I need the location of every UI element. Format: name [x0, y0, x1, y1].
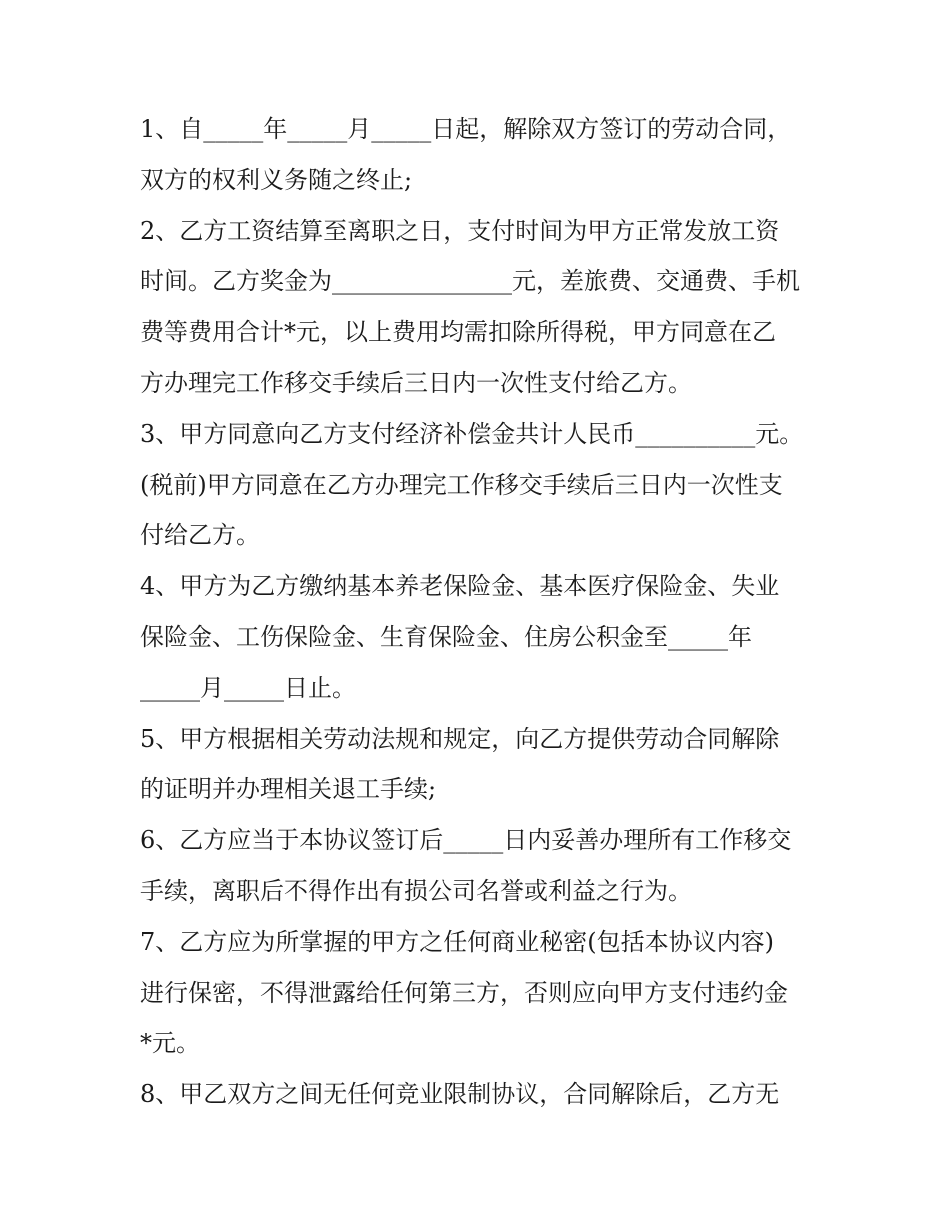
- clause-4-line-2: 保险金、工伤保险金、生育保险金、住房公积金至_____年: [140, 623, 752, 651]
- clause-2-line-2: 时间。乙方奖金为_______________元，差旅费、交通费、手机: [140, 267, 800, 295]
- clause-3-line-1: 3、甲方同意向乙方支付经济补偿金共计人民币__________元。: [140, 420, 804, 448]
- clause-1-line-2: 双方的权利义务随之终止;: [140, 166, 413, 194]
- clause-7-line-3: *元。: [140, 1029, 200, 1057]
- clause-2-line-4: 方办理完工作移交手续后三日内一次性支付给乙方。: [140, 369, 692, 397]
- clause-2-line-3: 费等费用合计*元，以上费用均需扣除所得税，甲方同意在乙: [140, 318, 776, 346]
- clause-5-line-1: 5、甲方根据相关劳动法规和规定，向乙方提供劳动合同解除: [140, 725, 780, 753]
- clause-6-line-2: 手续，离职后不得作出有损公司名誉或利益之行为。: [140, 877, 692, 905]
- clause-3-line-2: (税前)甲方同意在乙方办理完工作移交手续后三日内一次性支: [140, 471, 783, 499]
- clause-7-line-2: 进行保密，不得泄露给任何第三方，否则应向甲方支付违约金: [140, 979, 788, 1007]
- clause-8-line-1: 8、甲乙双方之间无任何竞业限制协议，合同解除后，乙方无: [140, 1080, 780, 1108]
- clause-1-line-1: 1、自_____年_____月_____日起，解除双方签订的劳动合同，: [140, 115, 792, 143]
- clause-2-line-1: 2、乙方工资结算至离职之日，支付时间为甲方正常发放工资: [140, 217, 780, 245]
- clause-4-line-3: _____月_____日止。: [140, 674, 356, 702]
- clause-6-line-1: 6、乙方应当于本协议签订后_____日内妥善办理所有工作移交: [140, 826, 792, 854]
- clause-5-line-2: 的证明并办理相关退工手续;: [140, 775, 437, 803]
- clause-7-line-1: 7、乙方应为所掌握的甲方之任何商业秘密(包括本协议内容): [140, 928, 774, 956]
- clause-3-line-3: 付给乙方。: [140, 521, 260, 549]
- clause-4-line-1: 4、甲方为乙方缴纳基本养老保险金、基本医疗保险金、失业: [140, 572, 780, 600]
